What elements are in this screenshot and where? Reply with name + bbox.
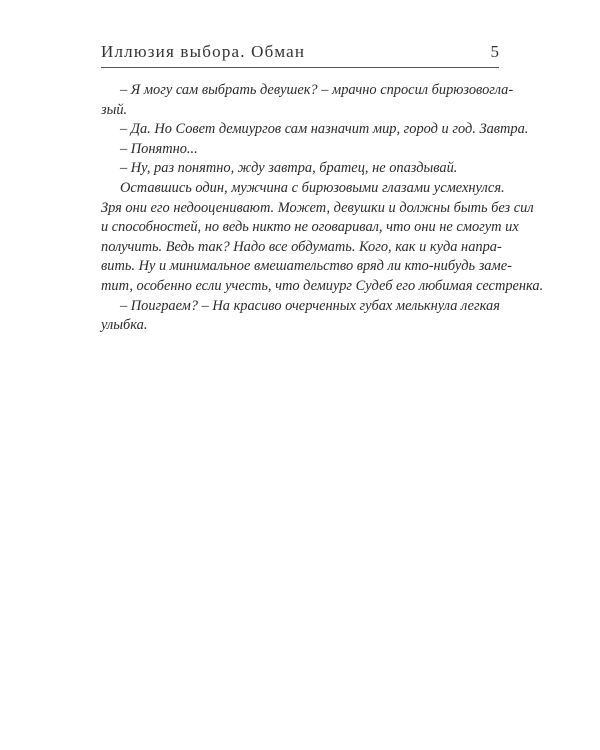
header-divider: [101, 67, 499, 68]
text-line: и способностей, но ведь никто не оговаривал, что они не смогут их: [101, 219, 519, 236]
text-line: – Да. Но Совет демиургов сам назначит мир, город и год. Завтра.: [120, 121, 529, 138]
text-line: вить. Ну и минимальное вмешательство вряд ли кто-нибудь заме-: [101, 258, 512, 275]
running-header: [101, 40, 499, 66]
text-line: Оставшись один, мужчина с бирюзовыми глазами усмехнулся.: [120, 179, 505, 196]
text-line: получить. Ведь так? Надо все обдумать. Кого, как и куда напра-: [101, 238, 502, 255]
text-line: – Поиграем? – На красиво очерченных губах мелькнула легкая: [120, 297, 500, 314]
body-text: [101, 81, 544, 336]
page-number: 5: [490, 42, 499, 61]
text-line: – Ну, раз понятно, жду завтра, братец, не опаздывай.: [120, 160, 458, 177]
text-line: тит, особенно если учесть, что демиург Судеб его любимая сестренка.: [101, 277, 544, 294]
running-header-title: Иллюзия выбора. Обман: [101, 42, 306, 61]
text-line: – Я могу сам выбрать девушек? – мрачно спросил бирюзовогла-: [120, 82, 514, 98]
text-line: улыбка.: [101, 317, 148, 334]
text-line: зый.: [101, 101, 128, 118]
text-line: – Понятно...: [120, 140, 198, 157]
text-line: Зря они его недооценивают. Может, девушки и должны быть без сил: [101, 199, 534, 216]
